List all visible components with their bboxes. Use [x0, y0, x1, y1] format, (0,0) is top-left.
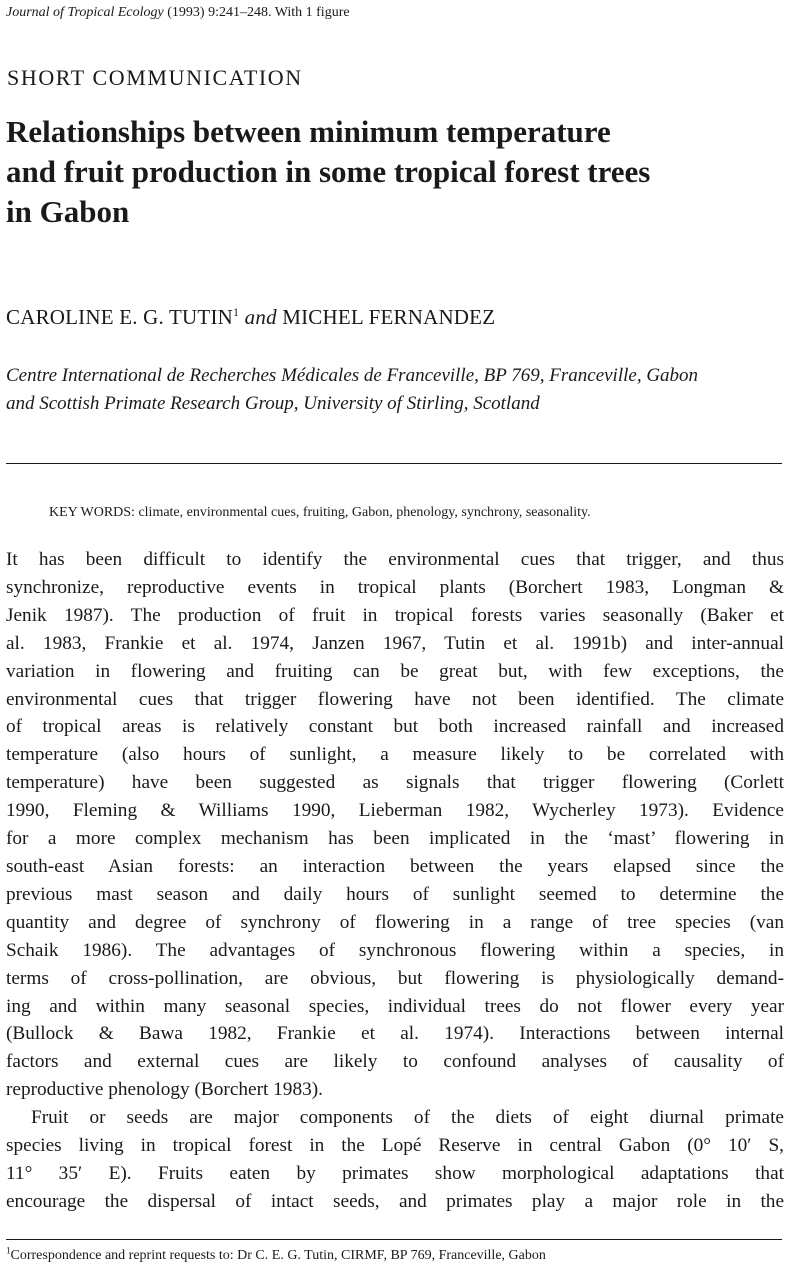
journal-citation: (1993) 9:241–248. With 1 figure [163, 5, 350, 20]
text-line: Fruit or seeds are major components of the diets of eight diurnal primate [31, 1107, 784, 1129]
affiliation [6, 362, 796, 418]
paragraph-2 [6, 1104, 784, 1216]
text-line: of tropical areas is relatively constant but both increased rainfall and increased [6, 716, 784, 738]
footnote-marker: 1 [233, 305, 240, 319]
text-line: encourage the dispersal of intact seeds, and primates play a major role in the [6, 1190, 784, 1212]
text-line: factors and external cues are likely to confound analyses of causality of [6, 1051, 784, 1073]
text-line: 1990, Fleming & Williams 1990, Lieberman 1982, Wycherley 1973). Evidence [6, 800, 784, 822]
text-line: reproductive phenology (Borchert 1983). [6, 1079, 323, 1101]
affiliation-line: Centre International de Recherches Médicales de Franceville, BP 769, Franceville, Gabon [6, 365, 699, 386]
footnote-marker: 1 [6, 1245, 11, 1256]
text-line: It has been difficult to identify the environmental cues that trigger, and thus [6, 549, 784, 570]
text-line: synchronize, reproductive events in tropical plants (Borchert 1983, Longman & [6, 576, 784, 598]
text-line: species living in tropical forest in the Lopé Reserve in central Gabon (0° 10′ S, [6, 1135, 784, 1157]
footnote [6, 1245, 546, 1264]
running-header [6, 4, 350, 22]
author-line [6, 305, 495, 330]
article-title [6, 112, 796, 232]
text-line: for a more complex mechanism has been implicated in the ‘mast’ flowering in [6, 828, 784, 850]
journal-name: Journal of Tropical Ecology [6, 5, 164, 20]
text-line: (Bullock & Bawa 1982, Frankie et al. 1974). Interactions between internal [6, 1023, 784, 1045]
text-line: Schaik 1986). The advantages of synchronous flowering within a species, in [6, 939, 784, 961]
text-line: temperature (also hours of sunlight, a measure likely to be correlated with [6, 744, 784, 766]
text-line: al. 1983, Frankie et al. 1974, Janzen 1967, Tutin et al. 1991b) and inter-annual [6, 632, 784, 654]
text-line: variation in flowering and fruiting can be great but, with few exceptions, the [6, 660, 784, 682]
text-line: environmental cues that trigger flowering have not been identified. The climate [6, 688, 784, 710]
text-line: temperature) have been suggested as signals that trigger flowering (Corlett [6, 772, 784, 794]
body-text [6, 546, 784, 1216]
author-conjunction: and [244, 305, 277, 329]
text-line: Jenik 1987). The production of fruit in tropical forests varies seasonally (Baker et [6, 604, 784, 626]
text-line: 11° 35′ E). Fruits eaten by primates show morphological adaptations that [6, 1162, 784, 1184]
footnote-text: Correspondence and reprint requests to: Dr C. E. G. Tutin, CIRMF, BP 769, Franceville, Gabon [10, 1248, 546, 1263]
text-line: previous mast season and daily hours of sunlight seemed to determine the [6, 883, 784, 905]
affiliation-line: and Scottish Primate Research Group, University of Stirling, Scotland [6, 393, 540, 414]
keywords: KEY WORDS: climate, environmental cues, fruiting, Gabon, phenology, synchrony, seasonality. [49, 505, 591, 520]
text-line: quantity and degree of synchrony of flowering in a range of tree species (van [6, 911, 784, 933]
paragraph-1 [6, 546, 784, 1104]
title-line: in Gabon [6, 194, 130, 229]
section-label: SHORT COMMUNICATION [7, 65, 303, 90]
text-line: south-east Asian forests: an interaction between the years elapsed since the [6, 855, 784, 877]
title-line: and fruit production in some tropical forest trees [6, 154, 651, 189]
author-first: CAROLINE E. G. TUTIN [6, 305, 234, 329]
text-line: ing and within many seasonal species, individual trees do not flower every year [6, 995, 784, 1017]
text-line: terms of cross-pollination, are obvious, but flowering is physiologically demand- [6, 967, 784, 989]
footnote-divider [6, 1239, 782, 1240]
author-second: MICHEL FERNANDEZ [282, 305, 496, 329]
title-line: Relationships between minimum temperature [6, 114, 611, 149]
header-divider [6, 463, 782, 464]
